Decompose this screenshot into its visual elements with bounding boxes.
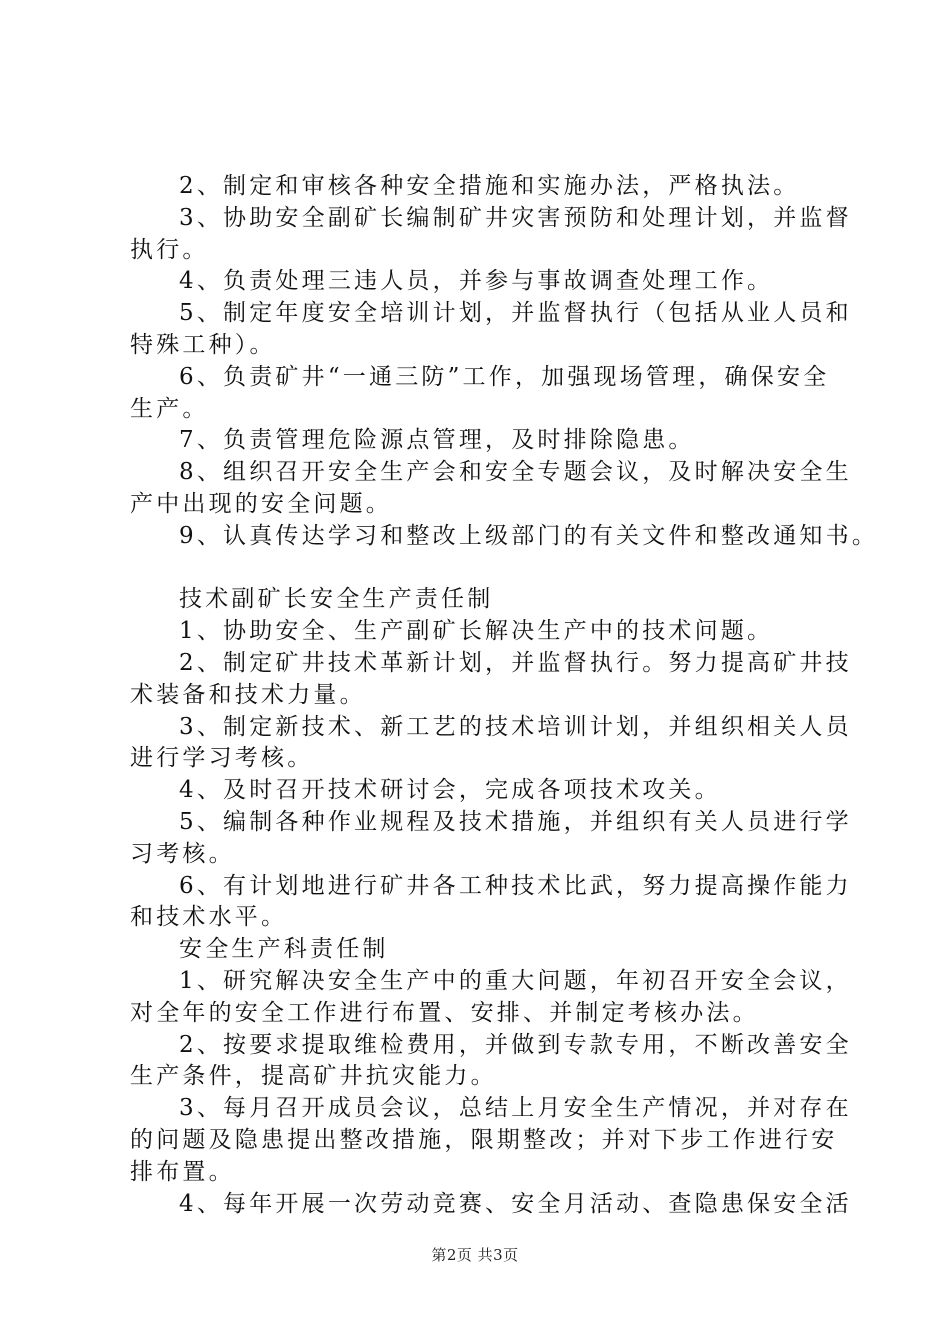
- blank-line: [130, 553, 850, 585]
- text-line: 8、组织召开安全生产会和安全专题会议，及时解决安全生: [179, 459, 852, 486]
- text-line: 1、研究解决安全生产中的重大问题，年初召开安全会议，: [179, 967, 852, 994]
- text-line: 4、每年开展一次劳动竞赛、安全月活动、查隐患保安全活: [179, 1190, 852, 1217]
- text-line: 3、每月召开成员会议，总结上月安全生产情况，并对存在: [179, 1095, 852, 1122]
- text-line: 3、制定新技术、新工艺的技术培训计划，并组织相关人员: [179, 713, 852, 740]
- text-line: 对全年的安全工作进行布置、安排、并制定考核办法。: [130, 999, 759, 1026]
- text-line: 6、负责矿井“一通三防”工作，加强现场管理，确保安全: [179, 363, 830, 390]
- page-footer: 第2页 共3页: [431, 1246, 519, 1264]
- text-line: 执行。: [130, 236, 209, 263]
- text-line: 4、负责处理三违人员，并参与事故调查处理工作。: [179, 268, 774, 295]
- text-line: 排布置。: [130, 1158, 235, 1185]
- text-line: 4、及时召开技术研讨会，完成各项技术攻关。: [179, 777, 721, 804]
- text-line: 的问题及隐患提出整改措施，限期整改；并对下步工作进行安: [130, 1126, 838, 1153]
- text-line: 9、认真传达学习和整改上级部门的有关文件和整改通知书。: [179, 522, 879, 549]
- text-line: 2、制定和审核各种安全措施和实施办法，严格执法。: [179, 173, 800, 199]
- text-line: 生产。: [130, 395, 209, 422]
- text-line: 和技术水平。: [130, 904, 288, 931]
- text-line: 2、制定矿井技术革新计划，并监督执行。努力提高矿井技: [179, 649, 852, 676]
- text-line: 3、协助安全副矿长编制矿井灾害预防和处理计划，并监督: [179, 204, 852, 231]
- text-line: 5、编制各种作业规程及技术措施，并组织有关人员进行学: [179, 808, 852, 835]
- text-line: 2、按要求提取维检费用，并做到专款专用，不断改善安全: [179, 1031, 852, 1058]
- text-line: 6、有计划地进行矿井各工种技术比武，努力提高操作能力: [179, 872, 852, 899]
- document-body: [130, 171, 879, 1220]
- text-line: 7、负责管理危险源点管理，及时排除隐患。: [179, 427, 695, 454]
- text-line: 技术副矿长安全生产责任制: [179, 586, 494, 613]
- text-line: 生产条件，提高矿井抗灾能力。: [130, 1063, 497, 1090]
- text-line: 术装备和技术力量。: [130, 681, 366, 708]
- text-line: 习考核。: [130, 840, 235, 867]
- text-line: 1、协助安全、生产副矿长解决生产中的技术问题。: [179, 618, 774, 645]
- text-line: 安全生产科责任制: [179, 936, 389, 963]
- text-line: 特殊工种）。: [130, 331, 276, 358]
- text-line: 进行学习考核。: [130, 745, 314, 772]
- text-line: 产中出现的安全问题。: [130, 490, 392, 517]
- text-line: 5、制定年度安全培训计划，并监督执行（包括从业人员和: [179, 300, 852, 327]
